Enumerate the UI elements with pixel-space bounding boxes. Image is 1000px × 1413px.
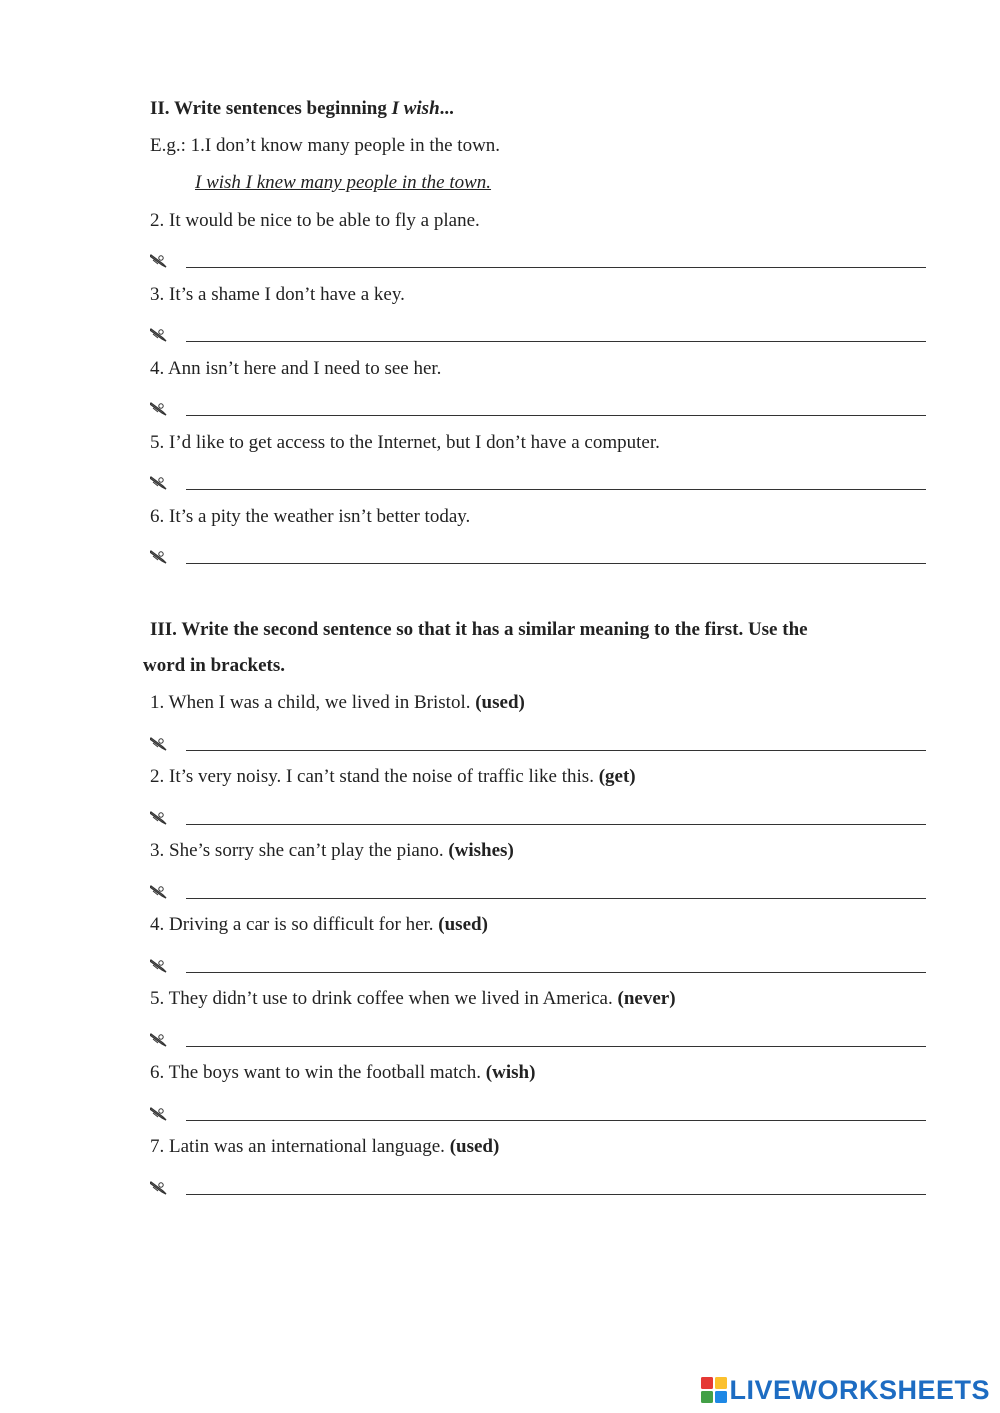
pencil-icon [150, 1031, 170, 1047]
s3-answer-row [150, 807, 926, 833]
liveworksheets-logo-text: LIVEWORKSHEETS [729, 1374, 990, 1405]
answer-input[interactable] [190, 878, 924, 900]
pencil-icon [150, 735, 170, 751]
example-answer: I wish I knew many people in the town. [195, 172, 492, 193]
s3-item-text: 1. When I was a child, we lived in Bristol. (used) [150, 692, 525, 713]
pencil-icon [150, 548, 170, 564]
answer-input[interactable] [190, 543, 924, 565]
s2-answer-row [150, 472, 926, 498]
s2-item-text: 3. It’s a shame I don’t have a key. [150, 284, 405, 305]
liveworksheets-logo-icon [701, 1377, 727, 1403]
answer-input[interactable] [190, 804, 924, 826]
s2-item-text: 4. Ann isn’t here and I need to see her. [150, 358, 442, 379]
pencil-icon [150, 400, 170, 416]
s3-answer-row [150, 881, 926, 907]
s3-answer-row [150, 733, 926, 759]
pencil-icon [150, 957, 170, 973]
pencil-icon [150, 252, 170, 268]
section-3-heading-cont: word in brackets. [143, 655, 285, 676]
answer-input[interactable] [190, 395, 924, 417]
liveworksheets-logo[interactable] [701, 1373, 990, 1407]
pencil-icon [150, 883, 170, 899]
s2-answer-row [150, 546, 926, 572]
s3-item-text: 6. The boys want to win the football match. (wish) [150, 1062, 536, 1083]
answer-input[interactable] [190, 952, 924, 974]
answer-input[interactable] [190, 321, 924, 343]
s2-answer-row [150, 398, 926, 424]
s2-item-text: 2. It would be nice to be able to fly a plane. [150, 210, 480, 231]
pencil-icon [150, 809, 170, 825]
answer-input[interactable] [190, 1026, 924, 1048]
pencil-icon [150, 474, 170, 490]
s3-item-text: 3. She’s sorry she can’t play the piano. (wishes) [150, 840, 514, 861]
s3-answer-row [150, 1177, 926, 1203]
answer-input[interactable] [190, 730, 924, 752]
s2-item-text: 5. I’d like to get access to the Internet, but I don’t have a computer. [150, 432, 660, 453]
pencil-icon [150, 1179, 170, 1195]
section-3-heading: III. Write the second sentence so that it has a similar meaning to the first. Use the [150, 619, 808, 640]
pencil-icon [150, 1105, 170, 1121]
s3-item-text: 4. Driving a car is so difficult for her. (used) [150, 914, 488, 935]
pencil-icon [150, 326, 170, 342]
section-2-heading: II. Write sentences beginning I wish... [150, 98, 454, 119]
s2-answer-row [150, 324, 926, 350]
s2-answer-row [150, 250, 926, 276]
s3-answer-row [150, 1029, 926, 1055]
answer-input[interactable] [190, 247, 924, 269]
s3-item-text: 2. It’s very noisy. I can’t stand the noise of traffic like this. (get) [150, 766, 636, 787]
answer-input[interactable] [190, 469, 924, 491]
s2-item-text: 6. It’s a pity the weather isn’t better today. [150, 506, 471, 527]
s3-answer-row [150, 955, 926, 981]
answer-input[interactable] [190, 1174, 924, 1196]
answer-input[interactable] [190, 1100, 924, 1122]
example-sentence: E.g.: 1.I don’t know many people in the town. [150, 135, 501, 156]
s3-answer-row [150, 1103, 926, 1129]
s3-item-text: 7. Latin was an international language. (used) [150, 1136, 500, 1157]
s3-item-text: 5. They didn’t use to drink coffee when we lived in America. (never) [150, 988, 676, 1009]
